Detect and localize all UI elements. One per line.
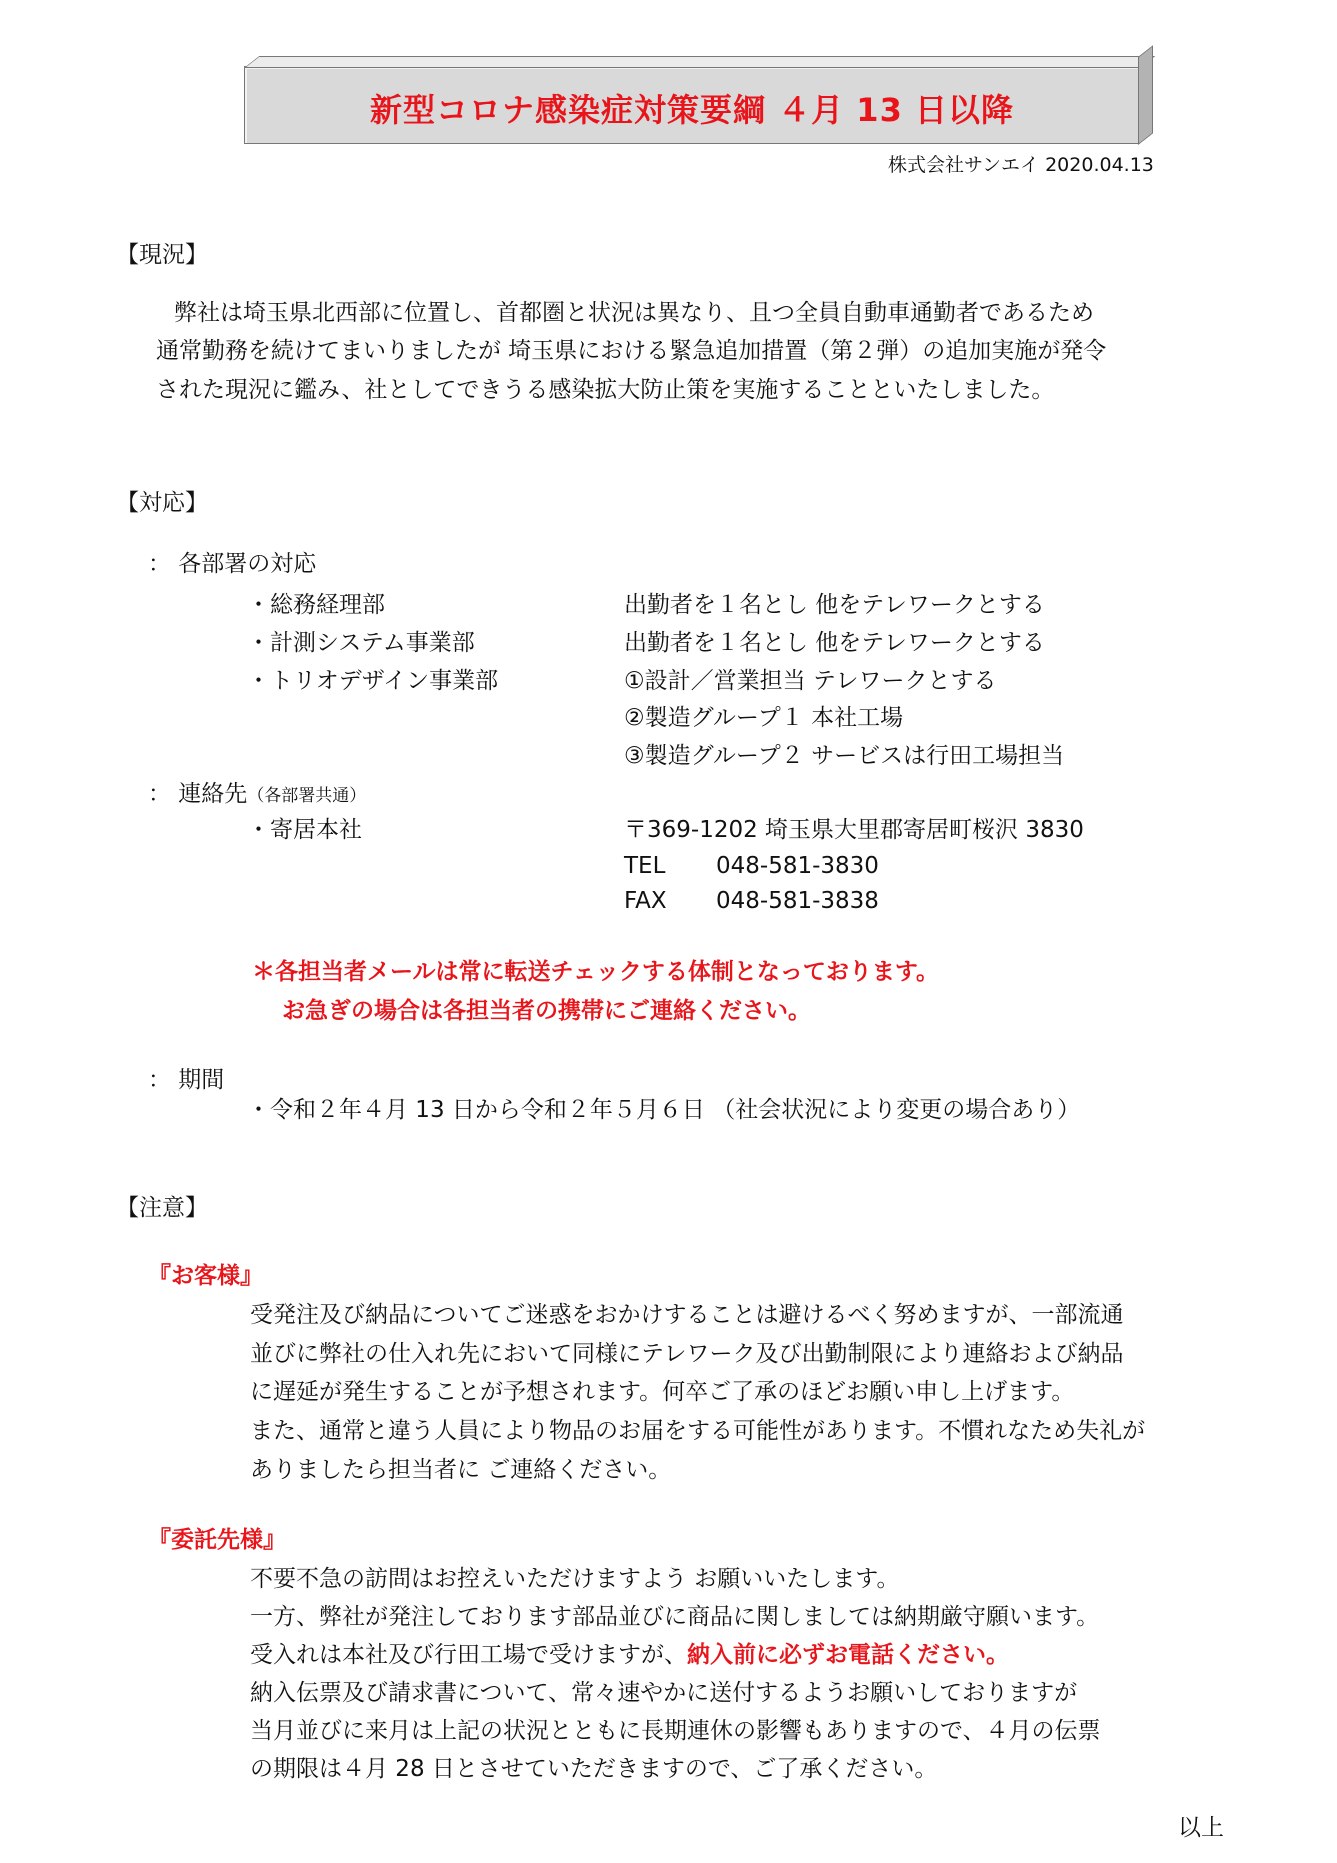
dept-action-2: 出勤者を１名とし 他をテレワークとする <box>624 630 1045 656</box>
status-line-2: 通常勤務を続けてまいりましたが 埼玉県における緊急追加措置（第２弾）の追加実施が発令 <box>156 338 1107 364</box>
contact-label <box>148 779 366 811</box>
status-heading: 【現況】 <box>116 242 208 268</box>
customers-line-5: ありましたら担当者に ご連絡ください。 <box>250 1457 672 1483</box>
contractors-line-3 <box>250 1640 1009 1670</box>
contractors-line-6: の期限は４月 28 日とさせていただきますので、ご了承ください。 <box>250 1756 938 1782</box>
dept-name-2: ・計測システム事業部 <box>247 630 475 656</box>
tel-number: 048-581-3830 <box>716 853 879 879</box>
dept-action-4: ②製造グループ１ 本社工場 <box>624 705 904 731</box>
office-name: ・寄居本社 <box>247 817 362 843</box>
contact-label-text: ： 連絡先 <box>148 781 248 807</box>
contact-note: （各部署共通） <box>247 786 367 806</box>
caution-heading: 【注意】 <box>116 1195 208 1221</box>
contractors-heading: 『委託先様』 <box>148 1527 286 1553</box>
customers-line-1: 受発注及び納品についてご迷惑をおかけすることは避けるべく努めますが、一部流通 <box>250 1302 1124 1328</box>
response-heading: 【対応】 <box>116 490 208 516</box>
dept-action-1: 出勤者を１名とし 他をテレワークとする <box>624 592 1045 618</box>
contractors-line-1: 不要不急の訪問はお控えいただけますよう お願いいたします。 <box>250 1566 900 1592</box>
tel-label: TEL <box>624 853 666 879</box>
contractors-line-5: 当月並びに来月は上記の状況とともに長期連休の影響もありますので、４月の伝票 <box>250 1718 1101 1744</box>
contractors-line-4: 納入伝票及び請求書について、常々速やかに送付するようお願いしておりますが <box>250 1680 1078 1706</box>
dept-name-1: ・総務経理部 <box>247 592 385 618</box>
receive-prefix: 受入れは本社及び行田工場で受けますが、 <box>250 1642 687 1668</box>
customers-line-3: に遅延が発生することが予想されます。何卒ご了承のほどお願い申し上げます。 <box>250 1379 1075 1405</box>
title-box <box>244 66 1140 144</box>
period-label: ： 期間 <box>148 1067 225 1093</box>
departments-label: ： 各部署の対応 <box>148 551 317 577</box>
period-text: ・令和２年４月 13 日から令和２年５月６日 （社会状況により変更の場合あり） <box>247 1097 1081 1123</box>
title-box-bevel-right <box>1138 45 1153 145</box>
customers-line-2: 並びに弊社の仕入れ先において同様にテレワーク及び出勤制限により連絡および納品 <box>250 1341 1124 1367</box>
fax-label: FAX <box>624 888 667 914</box>
office-address: 〒369-1202 埼玉県大里郡寄居町桜沢 3830 <box>624 817 1084 843</box>
fax-number: 048-581-3838 <box>716 888 879 914</box>
closing: 以上 <box>1178 1815 1224 1841</box>
status-line-1: 弊社は埼玉県北西部に位置し、首都圏と状況は異なり、且つ全員自動車通勤者であるため <box>174 300 1094 326</box>
document-title: 新型コロナ感染症対策要綱 ４月 13 日以降 <box>370 91 1014 129</box>
receive-emphasis: 納入前に必ずお電話ください。 <box>687 1642 1009 1668</box>
dept-action-5: ③製造グループ２ サービスは行田工場担当 <box>624 743 1065 769</box>
contractors-line-2: 一方、弊社が発注しております部品並びに商品に関しましては納期厳守願います。 <box>250 1604 1100 1630</box>
dept-name-3: ・トリオデザイン事業部 <box>247 668 499 694</box>
title-box-bevel-top <box>244 56 1155 68</box>
notice-line-2: お急ぎの場合は各担当者の携帯にご連絡ください。 <box>282 998 811 1024</box>
customers-heading: 『お客様』 <box>148 1263 263 1289</box>
status-line-3: された現況に鑑み、社としてできうる感染拡大防止策を実施することといたしました。 <box>156 377 1055 403</box>
customers-line-4: また、通常と違う人員により物品のお届をする可能性があります。不慣れなため失礼が <box>250 1418 1146 1444</box>
issuer-date: 株式会社サンエイ 2020.04.13 <box>888 154 1154 176</box>
notice-line-1: ＊各担当者メールは常に転送チェックする体制となっております。 <box>252 959 940 985</box>
dept-action-3: ①設計／営業担当 テレワークとする <box>624 668 997 694</box>
